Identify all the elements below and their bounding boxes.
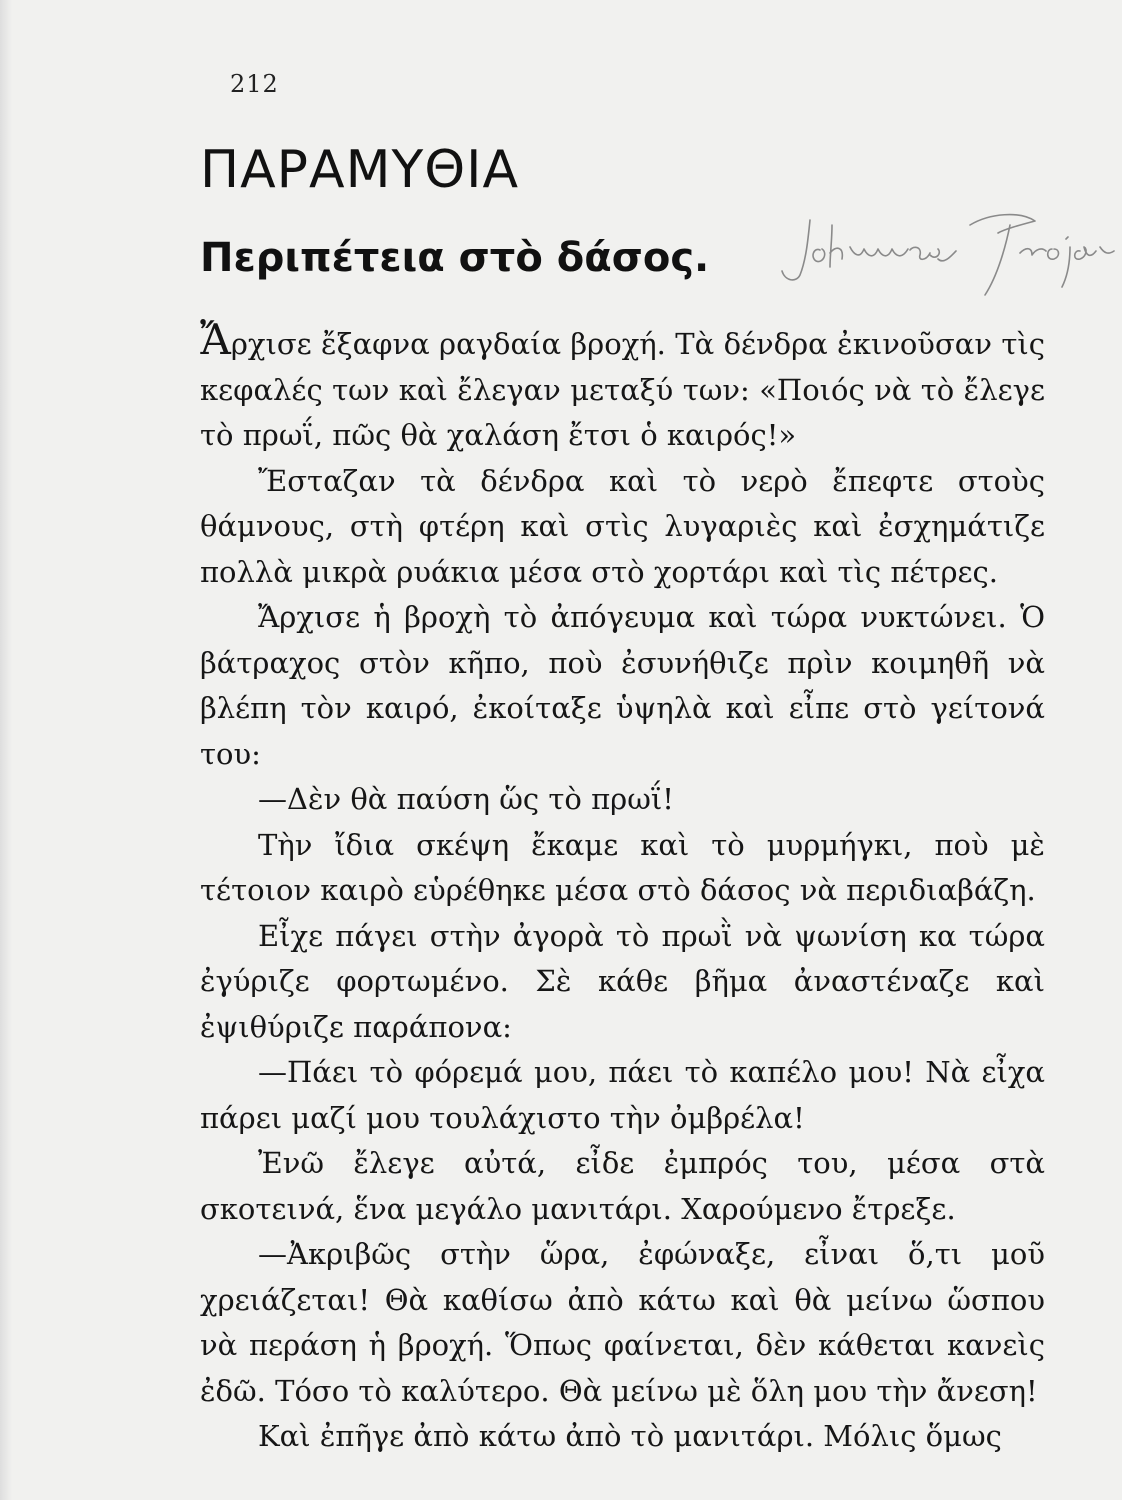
paragraph-text: ρχισε ἔξαφνα ραγδαία βροχή. Τὰ δένδρα ἐκινοῦσαν τὶς κεφαλές των καὶ ἔλεγαν μεταξύ των: «Ποιός νὰ τὸ ἔλεγε τὸ πρωΐ, πῶς θὰ χαλάση ἔτσι ὁ καιρός!» (200, 327, 1045, 452)
paragraph-6: Εἶχε πάγει στὴν ἀγορὰ τὸ πρωῒ νὰ ψωνίση κα τώρα ἐγύριζε φορτωμένο. Σὲ κάθε βῆμα ἀναστέναζε καὶ ἐψιθύριζε παράπονα: (200, 918, 1045, 1044)
paragraph-2: Ἔσταζαν τὰ δένδρα καὶ τὸ νερὸ ἔπεφτε στοὺς θάμνους, στὴ φτέρη καὶ στὶς λυγαριὲς καὶ ἐσχημάτιζε πολλὰ μικρὰ ρυάκια μέσα στὸ χορτάρι καὶ τὶς πέτρες. (200, 463, 1045, 589)
paragraph-3: Ἄρχισε ἡ βροχὴ τὸ ἀπόγευμα καὶ τώρα νυκτώνει. Ὁ βάτραχος στὸν κῆπο, ποὺ ἐσυνήθιζε πρὶν κοιμηθῆ νὰ βλέπη τὸν καιρό, ἐκοίταξε ὑψηλὰ καὶ εἶπε στὸ γείτονά του: (200, 600, 1045, 771)
chapter-title: ΠΑΡΑΜΥΘΙΑ (200, 140, 520, 200)
signature-drawing (770, 195, 1120, 305)
paragraph-5: Τὴν ἴδια σκέψη ἔκαμε καὶ τὸ μυρμήγκι, ποὺ μὲ τέτοιον καιρὸ εὑρέθηκε μέσα στὸ δάσος νὰ περιδιαβάζη. (200, 827, 1045, 907)
drop-cap: Ἄ (200, 315, 231, 364)
paragraph-8: Ἐνῶ ἔλεγε αὐτά, εἶδε ἐμπρός του, μέσα στὰ σκοτεινά, ἕνα μεγάλο μανιτάρι. Χαρούμενο ἔτρεξε. (200, 1146, 1045, 1226)
story-title: Περιπέτεια στὸ δάσος. (200, 235, 710, 281)
paragraph-9: —Ἀκριβῶς στὴν ὥρα, ἐφώναξε, εἶναι ὅ,τι μοῦ χρειάζεται! Θὰ καθίσω ἀπὸ κάτω καὶ θὰ μείνω ὥσπου νὰ περάση ἡ βροχή. Ὅπως φαίνεται, δὲν κάθεται κανεὶς ἐδῶ. Τόσο τὸ καλύτερο. Θὰ μείνω μὲ ὅλη μου τὴν ἄνεση! (200, 1237, 1045, 1408)
handwritten-signature (770, 195, 1120, 305)
paragraph-7: —Πάει τὸ φόρεμά μου, πάει τὸ καπέλο μου! Νὰ εἶχα πάρει μαζί μου τουλάχιστο τὴν ὀμβρέλα! (200, 1055, 1045, 1135)
story-body (200, 315, 1045, 1460)
paragraph-1 (200, 315, 1045, 459)
paragraph-4: —Δὲν θὰ παύση ὥς τὸ πρωΐ! (258, 782, 674, 816)
page-number: 212 (230, 70, 279, 98)
page-gutter-shadow (0, 0, 12, 1500)
paragraph-10: Καὶ ἐπῆγε ἀπὸ κάτω ἀπὸ τὸ μανιτάρι. Μόλις ὅμως (258, 1419, 1002, 1453)
